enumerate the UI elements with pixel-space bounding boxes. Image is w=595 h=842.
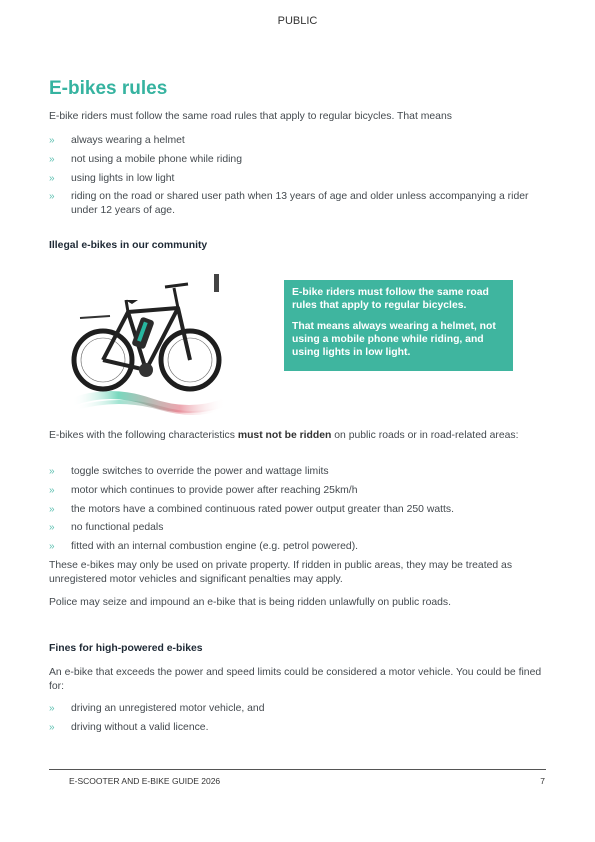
callout-box [284, 280, 513, 371]
chevron-bullet-icon: » [49, 135, 55, 146]
chevron-bullet-icon: » [49, 191, 55, 203]
chevron-bullet-icon: » [49, 153, 55, 165]
chevron-bullet-icon: » [49, 503, 55, 515]
list-item: » not using a mobile phone while riding [49, 153, 242, 165]
list-item: » driving an unregistered motor vehicle, and [49, 703, 265, 714]
page-title: E-bikes rules [49, 78, 168, 99]
list-item: » no functional pedals [49, 522, 164, 534]
chevron-bullet-icon: » [49, 522, 55, 534]
list-item: » riding on the road or shared user path when 13 years of age and older unless accompanying a rider under 12 years of age. [49, 191, 529, 216]
list-item: » the motors have a combined continuous rated power output greater than 250 watts. [49, 503, 454, 515]
classification-label: PUBLIC [277, 15, 318, 27]
chevron-bullet-icon: » [49, 703, 55, 714]
list-item: » fitted with an internal combustion engine (e.g. petrol powered). [49, 541, 359, 553]
list-item: » always wearing a helmet [49, 135, 185, 146]
footer-divider [49, 769, 546, 770]
ebike-image [70, 270, 228, 420]
characteristics-paragraph: E-bikes with the following characteristics must not be ridden on public roads or in road-related areas: [49, 430, 519, 441]
intro-paragraph: E-bike riders must follow the same road rules that apply to regular bicycles. That means [49, 111, 452, 122]
callout-text-2: That means always wearing a helmet, not using a mobile phone while riding, and using lights in low light. [292, 321, 496, 358]
characteristics-list [49, 465, 546, 559]
chevron-bullet-icon: » [49, 172, 55, 184]
fines-list [49, 702, 546, 740]
callout-text-1: E-bike riders must follow the same road rules that apply to regular bicycles. [292, 287, 489, 311]
fines-paragraph: An e-bike that exceeds the power and speed limits could be considered a motor vehicle. You could be fined for: [49, 667, 542, 692]
section-heading-fines: Fines for high-powered e-bikes [49, 643, 203, 654]
list-item: » using lights in low light [49, 172, 175, 184]
police-paragraph: Police may seize and impound an e-bike that is being ridden unlawfully on public roads. [49, 597, 452, 608]
chevron-bullet-icon: » [49, 541, 55, 553]
section-heading-illegal: Illegal e-bikes in our community [49, 240, 208, 251]
chevron-bullet-icon: » [49, 721, 55, 733]
list-item: » driving without a valid licence. [49, 721, 209, 733]
list-item: » motor which continues to provide power after reaching 25km/h [49, 484, 358, 496]
chevron-bullet-icon: » [49, 484, 55, 496]
rules-list [49, 134, 546, 223]
footer-title: E-SCOOTER AND E-BIKE GUIDE 2026 [69, 776, 221, 786]
list-item: » toggle switches to override the power and wattage limits [49, 466, 329, 477]
page-number: 7 [540, 776, 545, 786]
chevron-bullet-icon: » [49, 466, 55, 477]
private-property-paragraph: These e-bikes may only be used on private property. If ridden in public areas, they may be treated as unregistered motor vehicles and significant penalties may apply. [49, 560, 513, 585]
emphasis-text: must not be ridden [237, 430, 332, 441]
